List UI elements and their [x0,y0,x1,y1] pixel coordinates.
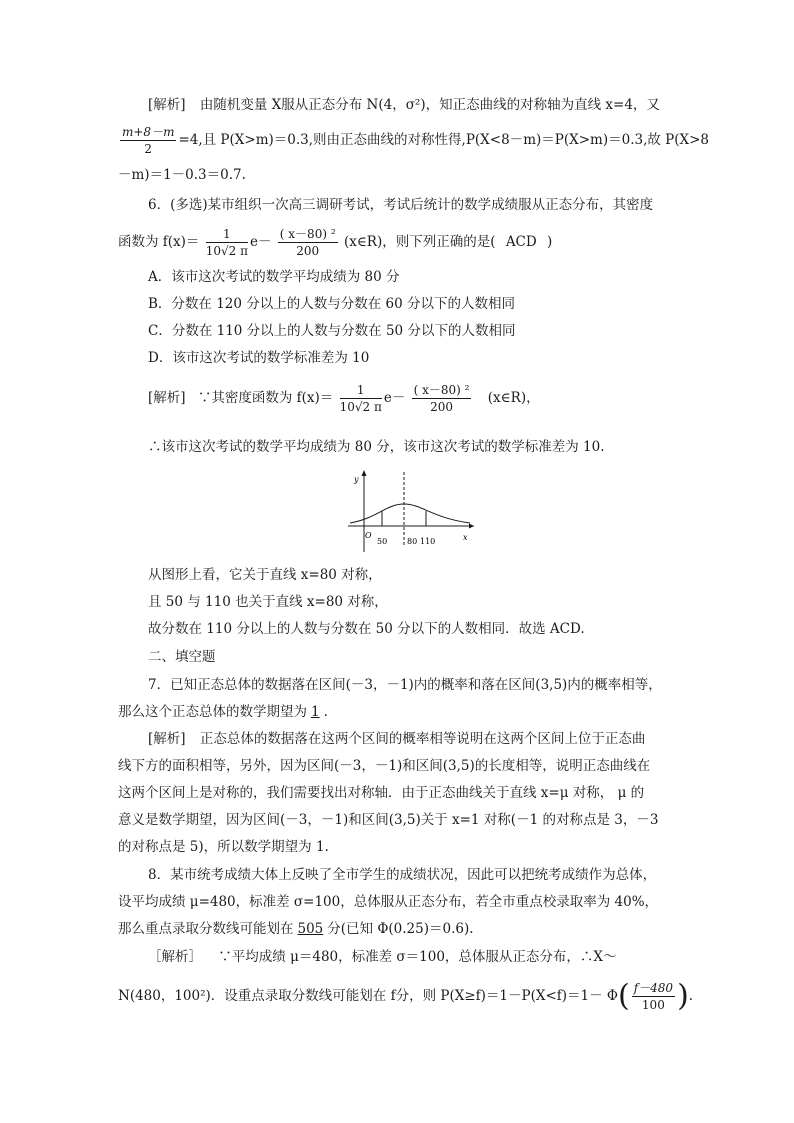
q7-analysis-line5: 的对称点是 5)，所以数学期望为 1. [118,839,329,855]
q7-line2 [118,703,328,721]
coef-denominator: 10√2 π [339,400,382,414]
option-b: B．分数在 120 分以上的人数与分数在 60 分以下的人数相同 [148,296,516,312]
exponent-denominator: 200 [430,400,454,414]
q8-line1: 8．某市统考成绩大体上反映了全市学生的成绩状况，因此可以把统考成绩作为总体， [148,867,657,883]
analysis-text: ∵平均成绩 μ＝480，标准差 σ＝100，总体服从正态分布，∴X～ [218,949,617,965]
option-c: C．分数在 110 分以上的人数与分数在 50 分以下的人数相同 [148,323,516,339]
q8-line3 [118,920,474,938]
analysis-suffix: (x∈R)， [487,390,540,406]
analysis-text: =4,且 P(X>m)＝0.3,则由正态曲线的对称性得,P(X<8－m)＝P(X>m)＝0.3,故 P(X>8 [178,132,710,148]
normal-curve [350,504,470,523]
fraction-numerator: m+8－m [122,125,175,139]
q8-suffix: 分(已知 Φ(0.25)＝0.6). [327,921,474,937]
coef-fraction [206,226,248,259]
func-suffix: (x∈R)，则下列正确的是( [343,234,496,250]
coef-fraction [340,382,382,415]
e-symbol: e [250,234,258,250]
tick-label-80: 80 [407,537,418,546]
analysis-text: 正态总体的数据落在这两个区间的概率相等说明在这两个区间上位于正态曲 [199,731,646,747]
analysis-tag: ［解析］ [148,949,202,965]
section-heading: 二、填空题 [148,649,216,665]
analysis-tag: [解析] [148,731,186,747]
func-prefix: 函数为 f(x)＝ [118,234,200,250]
analysis-prefix: ∵其密度函数为 f(x)＝ [197,390,334,406]
analysis-text: N(480，100²)．设重点录取分数线可能划在 f分，则 P(X≥f)＝1－P(X<f)＝1－ Φ [118,988,618,1004]
e-symbol: e [383,390,392,406]
coef-numerator: 1 [340,382,382,399]
q7-suffix: . [323,704,328,720]
q7-analysis-line4: 意义是数学期望，因为区间(－3，－1)和区间(3,5)关于 x=1 对称(－1 的对称点是 3，－3 [118,812,659,828]
q7-analysis-line3: 这两个区间上是对称的，我们需要找出对称轴．由于正态曲线关于直线 x=μ 对称， μ 的 [118,785,645,801]
coef-numerator: 1 [206,226,248,243]
q5-analysis-line1 [148,96,660,114]
origin-label: O [365,531,372,540]
q7-answer: 1 [311,704,320,720]
q6-density-function: 函数为 f(x)＝ $\frac{1}{10√2 \pi}$ e－ $\frac{\text{( x－80) ²}}{200}$ (x∈R)，则下列正确的是( ACD ) [118,227,553,258]
analysis-text: 由随机变量 X服从正态分布 N(4，σ²)，知正态曲线的对称轴为直线 x=4，又 [199,97,660,113]
normal-curve-figure [340,466,480,554]
fraction [120,124,176,157]
tick-label-110: 110 [420,537,436,546]
q8-prefix: 那么重点录取分数线可能划在 [118,921,294,937]
exponent-numerator: ( x－80) ² [279,227,336,241]
y-axis-arrow [362,470,367,476]
y-axis-label: y [354,475,359,484]
exponent-denominator: 200 [296,244,320,258]
x-axis-label: x [463,533,468,542]
q7-analysis-line1 [148,730,645,748]
q8-analysis-line2: N(480，100²)．设重点录取分数线可能划在 f分，则 P(X≥f)＝1－P(X<f)＝1－ Φ( $\frac{f-480}{100}$ ). [118,978,694,1014]
q7-prefix: 那么这个正态总体的数学期望为 [118,704,307,720]
q8-answer: 505 [297,921,324,937]
analysis-tag: [解析] [148,390,186,406]
q5-analysis-line3: －m)＝1－0.3＝0.7. [118,167,246,183]
exponent-fraction [412,382,472,415]
exponent-numerator: ( x－80) ² [413,383,470,397]
q6-answer: ACD [505,234,537,250]
option-d: D．该市这次考试的数学标准差为 10 [148,350,370,366]
q6-after-line3: 故分数在 110 分以上的人数与分数在 50 分以下的人数相同．故选 ACD. [148,621,585,637]
q5-analysis-line2 [118,124,709,157]
x-axis-arrow [469,524,474,529]
analysis-tag: [解析] [148,97,186,113]
q8-line2: 设平均成绩 μ=480，标准差 σ=100，总体服从正态分布，若全市重点校录取率为 40%， [118,894,659,910]
q6-analysis-formula: [解析] ∵其密度函数为 f(x)＝ $\frac{1}{10√2 \pi}$ e－ $\frac{\text{( x－80) ²}}{200}$ (x∈R)， [148,383,540,414]
q7-line1: 7．已知正态总体的数据落在区间(－3，－1)内的概率和落在区间(3,5)内的概率相等， [148,677,662,693]
q8-analysis-line1 [148,948,617,966]
phi-numerator: f－480 [633,981,674,995]
option-a: A．该市这次考试的数学平均成绩为 80 分 [148,269,400,285]
q7-analysis-line2: 线下方的面积相等，另外，因为区间(－3，－1)和区间(3,5)的长度相等，说明正态曲线在 [118,758,651,774]
tick-label-50: 50 [377,537,388,546]
q6-after-line2: 且 50 与 110 也关于直线 x=80 对称， [148,594,388,610]
close-paren: ) [547,234,553,250]
q6-stem: 6．(多选)某市组织一次高三调研考试，考试后统计的数学成绩服从正态分布，其密度 [148,197,654,213]
exponent-fraction [278,226,338,259]
coef-denominator: 10√2 π [205,244,248,258]
phi-denominator: 100 [641,998,665,1012]
q6-after-line1: 从图形上看，它关于直线 x=80 对称， [148,567,382,583]
phi-fraction [632,980,675,1013]
fraction-denominator: 2 [144,142,153,156]
q6-conclusion: ∴该市这次考试的数学平均成绩为 80 分，该市这次考试的数学标准差为 10. [148,439,605,455]
